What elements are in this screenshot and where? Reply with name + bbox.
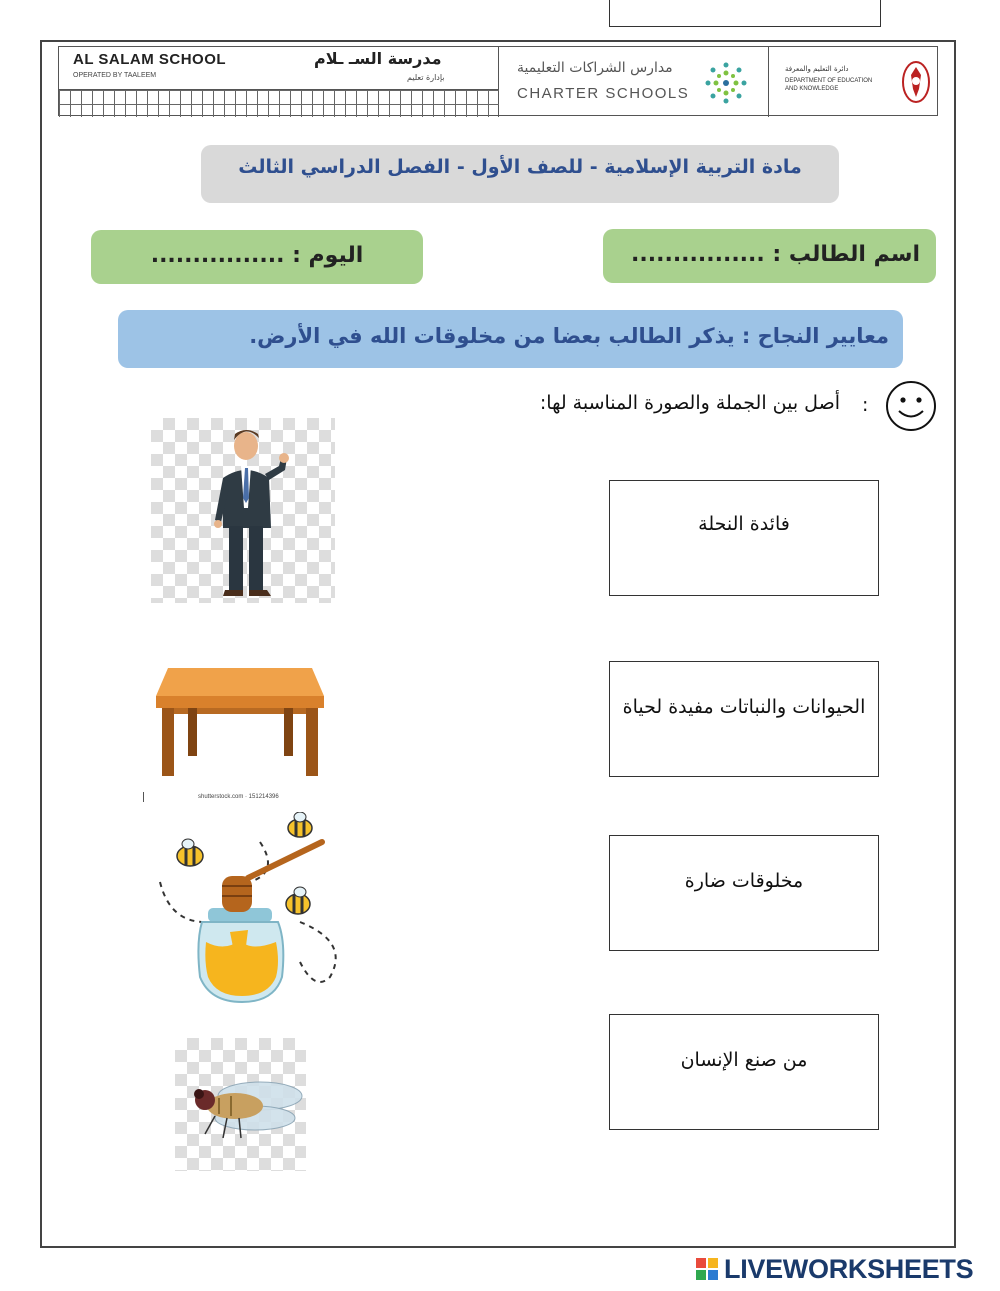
charter-block bbox=[499, 47, 769, 117]
man-in-suit-picture[interactable] bbox=[151, 418, 335, 603]
liveworksheets-brand[interactable]: LIVEWORKSHEETS bbox=[724, 1254, 974, 1284]
liveworksheets-logo-icon bbox=[696, 1258, 718, 1280]
honey-jar-picture[interactable] bbox=[150, 812, 345, 1004]
student-name-field[interactable]: اسم الطالب : ................ bbox=[603, 229, 936, 283]
match-box-1[interactable] bbox=[609, 480, 879, 596]
match-box-3[interactable] bbox=[609, 835, 879, 951]
dept-name-en-line1: DEPARTMENT OF EDUCATION bbox=[785, 78, 873, 84]
school-name-ar: مدرسة السـ ـلام bbox=[314, 49, 442, 68]
match-box-2[interactable] bbox=[609, 661, 879, 777]
department-block bbox=[769, 47, 939, 117]
text-cursor-mark bbox=[143, 792, 144, 802]
school-header bbox=[58, 46, 938, 116]
school-block bbox=[59, 47, 499, 117]
charter-logo-icon bbox=[704, 61, 748, 105]
charter-name-ar: مدارس الشراكات التعليمية bbox=[517, 60, 673, 76]
dept-name-ar: دائرة التعليم والمعرفة bbox=[785, 65, 849, 73]
top-answer-box bbox=[609, 0, 881, 27]
man-in-suit-icon bbox=[151, 418, 335, 603]
match-box-4-text: من صنع الإنسان bbox=[680, 1049, 808, 1071]
fly-picture[interactable] bbox=[175, 1038, 306, 1171]
school-name-en: AL SALAM SCHOOL bbox=[73, 51, 227, 68]
smiley-face-icon bbox=[885, 380, 937, 432]
table-icon bbox=[154, 666, 326, 778]
subject-banner: مادة التربية الإسلامية - للصف الأول - الفصل الدراسي الثالث bbox=[201, 145, 839, 203]
stock-caption: shutterstock.com · 151214396 bbox=[198, 794, 279, 800]
match-box-4[interactable] bbox=[609, 1014, 879, 1130]
dept-name-en bbox=[785, 77, 872, 93]
match-box-1-text: فائدة النحلة bbox=[698, 513, 790, 535]
match-box-3-text: مخلوقات ضارة bbox=[684, 870, 804, 892]
charter-name-en: CHARTER SCHOOLS bbox=[517, 85, 690, 102]
instruction-text: أصل بين الجملة والصورة المناسبة لها: bbox=[539, 392, 840, 414]
honey-jar-bees-icon bbox=[150, 812, 345, 1004]
header-grid bbox=[59, 89, 499, 117]
school-operator-ar: بإدارة تعليم bbox=[407, 73, 445, 82]
table-picture[interactable] bbox=[154, 666, 326, 778]
dept-name-en-line2: AND KNOWLEDGE bbox=[785, 86, 839, 92]
match-box-2-text: الحيوانات والنباتات مفيدة لحياة bbox=[622, 696, 866, 718]
instruction-colon: : bbox=[862, 394, 869, 416]
school-operator-en: OPERATED BY TAALEEM bbox=[73, 72, 157, 79]
fly-icon bbox=[175, 1038, 306, 1171]
day-field[interactable]: اليوم : ................ bbox=[91, 230, 423, 284]
falcon-emblem-icon bbox=[901, 59, 931, 105]
success-criteria: معايير النجاح : يذكر الطالب بعضا من مخلوقات الله في الأرض. bbox=[118, 310, 903, 368]
